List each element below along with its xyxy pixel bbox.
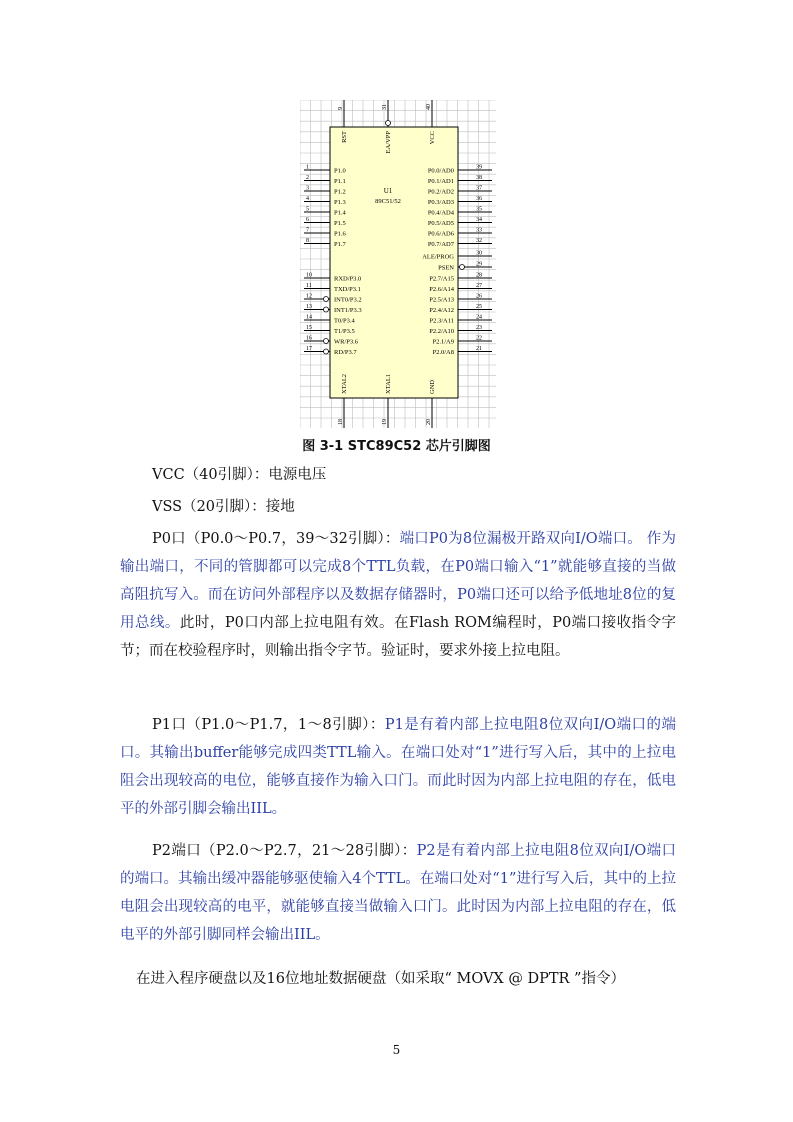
pin-number: 26 <box>476 293 482 300</box>
pin-number: 4 <box>306 196 309 202</box>
pin-number: 19 <box>382 419 388 425</box>
pin-label: INT1/P3.3 <box>334 307 362 314</box>
pin-number: 35 <box>476 206 482 213</box>
paragraph-p0 <box>120 525 676 665</box>
pin-label: P0.6/AD6 <box>427 230 454 238</box>
pin-label: P0.7/AD7 <box>427 241 454 248</box>
pin-label: P1.1 <box>334 178 346 185</box>
paragraph-vcc: VCC（40引脚）：电源电压 <box>152 467 327 483</box>
pin-number: 31 <box>382 104 388 110</box>
p0-extra: 此时，P0口内部上拉电阻有效。在Flash ROM编程时，P0端口接收指令字节；而在校验程序时，则输出指令字节。验证时，要求外接上拉电阻。 <box>120 615 676 659</box>
pin-number: 21 <box>476 346 482 352</box>
pin-number: 11 <box>306 283 312 289</box>
inverted-pin-bubble <box>460 265 465 270</box>
pin-number: 8 <box>306 238 309 244</box>
pin-label: VCC <box>429 131 436 145</box>
pin-label: TXD/P3.1 <box>334 286 361 293</box>
pin-label: T1/P3.5 <box>334 328 355 335</box>
pin-label: XTAL2 <box>341 373 348 394</box>
pin-label: P2.2/A10 <box>429 328 454 335</box>
pin-number: 30 <box>476 250 482 257</box>
p1-heading: P1口（P1.0～P1.7，1～8引脚）： <box>152 717 385 733</box>
pin-label: RST <box>341 131 348 143</box>
pin-label: WR/P3.6 <box>334 338 359 346</box>
pin-label: PSEN <box>438 264 454 272</box>
pin-number: 25 <box>476 304 482 310</box>
pin-number: 38 <box>476 175 482 181</box>
pin-number: 1 <box>306 164 309 171</box>
pin-label: P2.1/A9 <box>432 338 454 346</box>
inverted-pin-bubble <box>324 339 329 344</box>
paragraph-continuation: 在进入程序硬盘以及16位地址数据硬盘（如采取“ MOVX @ DPTR ”指令） <box>136 971 625 987</box>
pin-number: 12 <box>306 293 312 300</box>
pin-number: 23 <box>476 325 482 331</box>
p0-description: 端口P0为8位漏极开路双向I/O端口。 作为输出端口，不同的管脚都可以完成8个TTL负载，在P0端口输入“1”就能够直接的当做高阻抗写入。而在访问外部程序以及数据存储器时，P0端口还可以给予低地址8位的复用总线。 <box>120 531 676 631</box>
pin-label: P2.0/A8 <box>432 349 454 356</box>
pin-label: P1.0 <box>334 167 346 175</box>
pin-number: 28 <box>476 272 482 279</box>
pin-label: P2.6/A14 <box>429 286 454 293</box>
p1-description: P1是有着内部上拉电阻8位双向I/O端口的端口。其输出buffer能够完成四类TTL输入。在端口处对“1”进行写入后，其中的上拉电阻会出现较高的电位，能够直接作为输入口门。而此时因为内部上拉电阻的存在，低电平的外部引脚会输出IIL。 <box>120 717 676 817</box>
pin-number: 33 <box>476 227 482 234</box>
pin-label: T0/P3.4 <box>334 317 355 325</box>
pin-number: 37 <box>476 185 482 192</box>
pin-number: 20 <box>426 419 432 425</box>
pin-label: P0.4/AD4 <box>427 209 454 217</box>
pin-number: 9 <box>338 107 344 110</box>
pin-label: RD/P3.7 <box>334 349 357 356</box>
pin-label: P1.5 <box>334 220 346 227</box>
paragraph-p2 <box>120 837 676 949</box>
paragraph-p1 <box>120 711 676 823</box>
pin-number: 16 <box>306 335 312 342</box>
pin-number: 10 <box>306 272 312 279</box>
pin-label: INT0/P3.2 <box>334 296 362 304</box>
pin-number: 24 <box>476 314 482 321</box>
pin-number: 29 <box>476 261 482 268</box>
pin-number: 6 <box>306 217 309 223</box>
pin-label: P2.4/A12 <box>429 307 454 314</box>
pin-number: 7 <box>306 227 309 234</box>
pin-label: P1.3 <box>334 199 346 206</box>
pin-label: P1.7 <box>334 241 346 248</box>
pin-number: 3 <box>306 185 309 192</box>
pin-number: 13 <box>306 304 312 310</box>
pin-number: 36 <box>476 196 482 202</box>
pin-label: ALE/PROG <box>422 253 454 261</box>
pin-label: P0.3/AD3 <box>427 199 454 206</box>
p2-heading: P2端口（P2.0～P2.7，21～28引脚）： <box>152 843 417 859</box>
pin-label: P1.2 <box>334 188 346 196</box>
pin-number: 34 <box>476 217 482 223</box>
pin-label: EA/VPP <box>385 131 392 154</box>
pin-label: RXD/P3.0 <box>334 275 362 283</box>
figure-caption: 图 3-1 STC89C52 芯片引脚图 <box>302 439 491 454</box>
page-number: 5 <box>392 1043 401 1057</box>
pin-label: P2.5/A13 <box>429 296 454 304</box>
paragraph-vss: VSS（20引脚）：接地 <box>152 499 295 515</box>
pin-label: P0.2/AD2 <box>427 188 454 196</box>
pin-number: 40 <box>426 104 432 110</box>
inverted-pin-bubble <box>324 349 329 354</box>
pin-label: XTAL1 <box>385 373 392 394</box>
pin-number: 39 <box>476 164 482 171</box>
chip-pin-diagram <box>300 100 496 428</box>
pin-label: P0.5/AD5 <box>427 220 454 227</box>
pin-number: 22 <box>476 335 482 342</box>
pin-number: 17 <box>306 346 312 352</box>
pin-number: 18 <box>338 419 344 425</box>
chip-designator: U1 <box>383 187 393 195</box>
p2-description: P2是有着内部上拉电阻8位双向I/O端口的端口。其输出缓冲器能够驱使输入4个TTL。在端口处对“1”进行写入后，其中的上拉电阻会出现较高的电平，就能够直接当做输入口门。此时因为内部上拉电阻的存在，低电平的外部引脚同样会输出IIL。 <box>120 843 677 943</box>
pin-label: P2.7/A15 <box>429 275 454 283</box>
inverted-pin-bubble <box>324 307 329 312</box>
pin-number: 14 <box>306 314 312 321</box>
pin-number: 27 <box>476 283 482 289</box>
pin-number: 2 <box>306 175 309 181</box>
pin-number: 15 <box>306 325 312 331</box>
p0-heading: P0口（P0.0～P0.7，39～32引脚）： <box>152 531 400 547</box>
pin-label: P0.1/AD1 <box>427 178 454 185</box>
pin-label: P2.3/A11 <box>429 317 454 325</box>
inverted-pin-bubble <box>324 297 329 302</box>
chip-part-number: 89C51/52 <box>375 198 401 205</box>
inverted-pin-bubble <box>386 121 391 126</box>
pin-number: 5 <box>306 206 309 213</box>
pin-label: P1.4 <box>334 209 346 217</box>
pin-label: P0.0/AD0 <box>427 167 454 175</box>
pin-label: P1.6 <box>334 230 346 238</box>
pin-number: 32 <box>476 238 482 244</box>
pin-label: GND <box>429 379 436 394</box>
